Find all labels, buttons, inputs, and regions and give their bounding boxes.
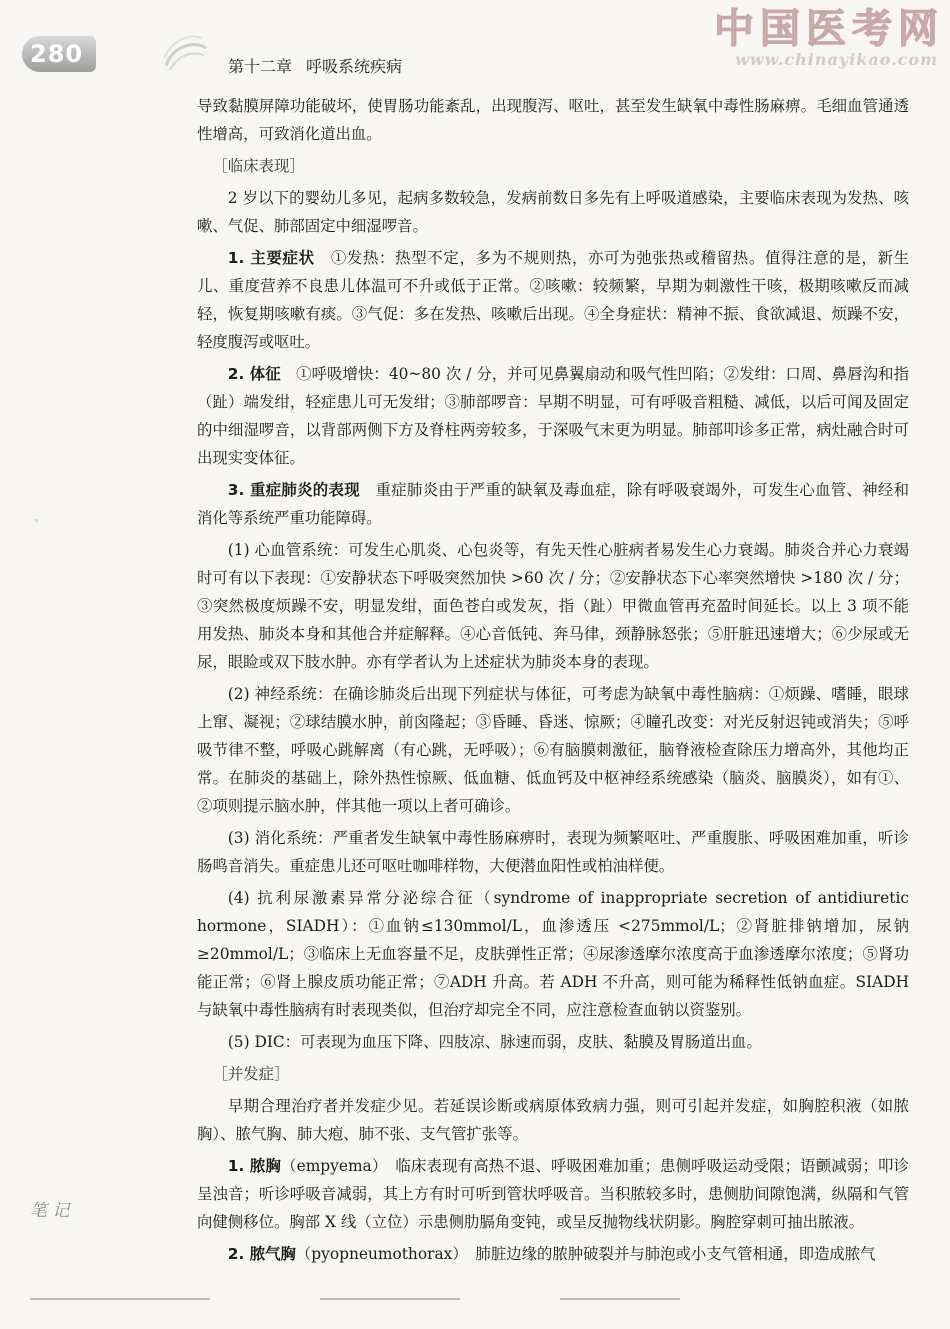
chapter-title: 呼吸系统疾病 xyxy=(306,57,403,76)
page-number: 280 xyxy=(30,40,84,68)
paragraph-neurological: (2) 神经系统：在确诊肺炎后出现下列症状与体征，可考虑为缺氧中毒性脑病：①烦躁、嗜睡，眼球上窜、凝视；②球结膜水肿，前囟隆起；③昏睡、昏迷、惊厥；④瞳孔改变：对光反射迟钝或消失；⑤呼吸节律不整，呼吸心跳解离（有心跳，无呼吸）；⑥有脑膜刺激征，脑脊液检查除压力增高外，其他均正常。在肺炎的基础上，除外热性惊厥、低血糖、低血钙及中枢神经系统感染（脑炎、脑膜炎），如有①、②项则提示脑水肿，伴其他一项以上者可确诊。 xyxy=(197,685,909,815)
term-pyopneumothorax: 2. 脓气胸 xyxy=(227,1245,296,1263)
footer-rule-middle xyxy=(320,1298,460,1300)
paragraph-complications: 早期合理治疗者并发症少见。若延误诊断或病原体致病力强，则可引起并发症，如胸腔积液（如脓胸）、脓气胸、肺大疱、肺不张、支气管扩张等。 xyxy=(197,1097,909,1143)
paragraph-cardiovascular: (1) 心血管系统：可发生心肌炎、心包炎等，有先天性心脏病者易发生心力衰竭。肺炎合并心力衰竭时可有以下表现：①安静状态下呼吸突然加快 >60 次 / 分；②安静状态下心率突然增快 >180 次 / 分；③突然极度烦躁不安，明显发绀，面色苍白或发灰，指（趾）甲微血管再充盈时间延长。以上 3 项不能用发热、肺炎本身和其他合并症解释。④心音低钝、奔马律，颈静脉怒张；⑤肝脏迅速增大；⑥少尿或无尿，眼睑或双下肢水肿。亦有学者认为上述症状为肺炎本身的表现。 xyxy=(197,541,909,671)
chapter-heading xyxy=(228,54,402,77)
paragraph-digestive: (3) 消化系统：严重者发生缺氧中毒性肠麻痹时，表现为频繁呕吐、严重腹胀、呼吸困难加重，听诊肠鸣音消失。重症患儿还可呕吐咖啡样物，大便潜血阳性或柏油样便。 xyxy=(197,829,909,875)
text-pyopneumothorax: 肺脏边缘的脓肿破裂并与肺泡或小支气管相通，即造成脓气 xyxy=(475,1245,876,1263)
swirl-ornament-icon xyxy=(160,26,212,76)
heading-clinical: ［临床表现］ xyxy=(212,157,305,175)
term-signs: 2. 体征 xyxy=(227,365,281,383)
text-severe: 重症肺炎由于严重的缺氧及毒血症，除有呼吸衰竭外，可发生心血管、神经和消化等系统严重功能障碍。 xyxy=(197,481,909,527)
term-empyema: 1. 脓胸 xyxy=(227,1157,282,1175)
term-pyopneumothorax-en: （pyopneumothorax） xyxy=(295,1245,461,1263)
watermark xyxy=(714,6,944,69)
chapter-number: 第十二章 xyxy=(228,57,293,76)
paragraph-severe xyxy=(197,476,909,532)
margin-note: 笔 记 xyxy=(30,1201,70,1221)
term-severe: 3. 重症肺炎的表现 xyxy=(227,481,360,499)
paragraph-intro: 导致黏膜屏障功能破坏，使胃肠功能紊乱，出现腹泻、呕吐，甚至发生缺氧中毒性肠麻痹。毛细血管通透性增高，可致消化道出血。 xyxy=(197,97,909,143)
paragraph-empyema xyxy=(197,1152,909,1236)
paragraph-pyopneumothorax xyxy=(197,1240,909,1268)
paragraph-symptoms xyxy=(197,244,909,356)
page-body xyxy=(197,92,909,1272)
text-symptoms: ①发热：热型不定，多为不规则热，亦可为弛张热或稽留热。值得注意的是，新生儿、重度营养不良患儿体温可不升或低于正常。②咳嗽：较频繁，早期为刺激性干咳，极期咳嗽反而减轻，恢复期咳嗽有痰。③气促：多在发热、咳嗽后出现。④全身症状：精神不振、食欲减退、烦躁不安，轻度腹泻或呕吐。 xyxy=(197,249,909,351)
footer-rule-right xyxy=(560,1298,680,1300)
heading-complications: ［并发症］ xyxy=(212,1065,290,1083)
term-empyema-en: （empyema） xyxy=(281,1157,380,1175)
paragraph-siadh: (4) 抗利尿激素异常分泌综合征（syndrome of inappropriate secretion of antidiuretic hormone，SIADH）：①血钠≤130mmol/L，血渗透压 <275mmol/L；②肾脏排钠增加，尿钠≥20mmol/L；③临床上无血容量不足，皮肤弹性正常；④尿渗透摩尔浓度高于血渗透摩尔浓度；⑤肾功能正常；⑥肾上腺皮质功能正常；⑦ADH 升高。若 ADH 不升高，则可能为稀释性低钠血症。SIADH 与缺氧中毒性脑病有时表现类似，但治疗却完全不同，应注意检查血钠以资鉴别。 xyxy=(197,889,909,1019)
term-symptoms: 1. 主要症状 xyxy=(227,249,315,267)
page-header xyxy=(0,0,950,90)
paragraph-dic: (5) DIC：可表现为血压下降、四肢凉、脉速而弱，皮肤、黏膜及胃肠道出血。 xyxy=(227,1033,762,1051)
text-empyema: 临床表现有高热不退、呼吸困难加重；患侧呼吸运动受限；语颤减弱；叩诊呈浊音；听诊呼吸音减弱，其上方有时可听到管状呼吸音。当积脓较多时，患侧肋间隙饱满，纵隔和气管向健侧移位。胸部 X 线（立位）示患侧肋膈角变钝，或呈反抛物线状阴影。胸腔穿刺可抽出脓液。 xyxy=(197,1157,909,1231)
margin-tick-mark: ﾞ xyxy=(34,519,41,535)
paragraph-signs xyxy=(197,360,909,472)
footer-rule-left xyxy=(30,1298,210,1300)
watermark-title: 中国医考网 xyxy=(714,6,944,52)
paragraph-clinical: 2 岁以下的婴幼儿多见，起病多数较急，发病前数日多先有上呼吸道感染，主要临床表现为发热、咳嗽、气促、肺部固定中细湿啰音。 xyxy=(197,189,909,235)
watermark-url: www.chinayikao.com xyxy=(735,50,938,69)
text-signs: ①呼吸增快：40~80 次 / 分，并可见鼻翼扇动和吸气性凹陷；②发绀：口周、鼻唇沟和指（趾）端发绀，轻症患儿可无发绀；③肺部啰音：早期不明显，可有呼吸音粗糙、减低，以后可闻及固定的中细湿啰音，以背部两侧下方及脊柱两旁较多，于深吸气末更为明显。肺部叩诊多正常，病灶融合时可出现实变体征。 xyxy=(197,365,909,467)
